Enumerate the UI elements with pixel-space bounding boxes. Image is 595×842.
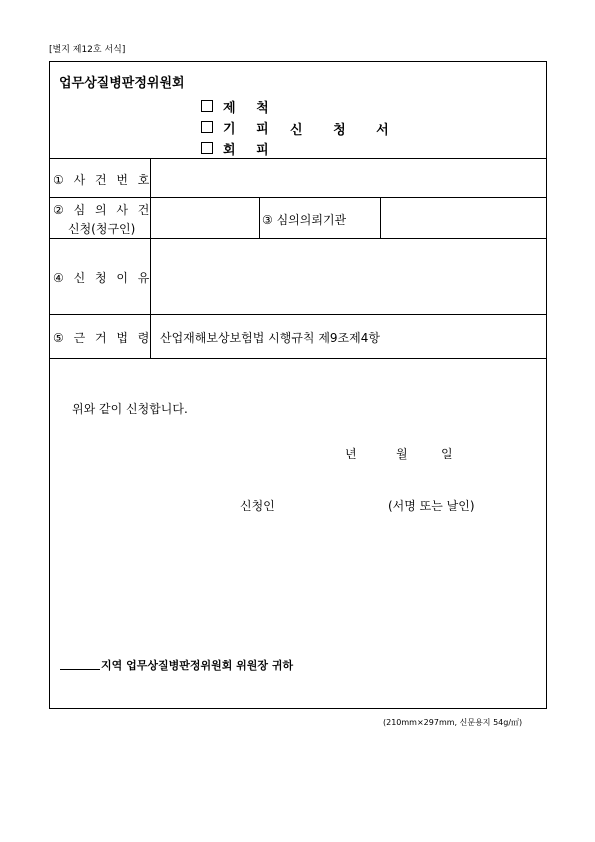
checkbox-icon[interactable]	[201, 100, 213, 112]
form-title-section	[50, 62, 546, 159]
option-exclusion[interactable]	[201, 98, 277, 114]
signature-note: (서명 또는 날인)	[388, 499, 475, 513]
applicant-signature-label: 신청인	[240, 499, 275, 513]
case-number-header	[50, 159, 151, 197]
applicant-row	[50, 198, 546, 239]
basis-header	[50, 315, 151, 358]
statement-text: 위와 같이 신청합니다.	[72, 402, 188, 416]
basis-label: ⑤ 근 거 법 령	[53, 331, 153, 345]
case-number-label: ① 사 건 번 호	[53, 173, 153, 187]
applicant-header	[50, 198, 151, 238]
applicant-label-line2: 신청(청구인)	[68, 222, 136, 236]
basis-value: 산업재해보상보험법 시행규칙 제9조제4항	[160, 331, 380, 345]
option-challenge[interactable]	[201, 119, 277, 135]
requesting-agency-field[interactable]	[381, 198, 546, 238]
requesting-agency-label: ③ 심의의뢰기관	[262, 213, 347, 227]
reason-row	[50, 239, 546, 315]
region-blank-line[interactable]	[60, 669, 100, 670]
paper-spec: (210mm×297mm, 신문용지 54g/㎡)	[383, 718, 523, 727]
basis-field	[151, 315, 546, 358]
form-number-label: [별지 제12호 서식]	[49, 45, 126, 55]
option-recusal-label: 회 피	[223, 142, 277, 158]
checkbox-icon[interactable]	[201, 121, 213, 133]
option-recusal[interactable]	[201, 140, 277, 156]
application-form	[49, 61, 547, 709]
reason-label: ④ 신 청 이 유	[53, 271, 153, 285]
addressee-text: 지역 업무상질병판정위원회 위원장 귀하	[101, 659, 294, 672]
basis-row	[50, 315, 546, 359]
option-exclusion-label: 제 척	[223, 100, 277, 116]
requesting-agency-header	[260, 198, 381, 238]
option-challenge-label: 기 피	[223, 121, 277, 137]
reason-header	[50, 239, 151, 314]
day-label: 일	[441, 447, 453, 461]
checkbox-icon[interactable]	[201, 142, 213, 154]
year-label: 년	[345, 447, 357, 461]
document-title: 신 청 서	[290, 123, 402, 138]
committee-name: 업무상질병판정위원회	[59, 76, 185, 91]
month-label: 월	[396, 447, 408, 461]
reason-field[interactable]	[151, 239, 546, 314]
case-number-row	[50, 159, 546, 198]
case-number-field[interactable]	[151, 159, 546, 197]
applicant-label-line1: ② 심 의 사 건	[53, 203, 153, 217]
applicant-field[interactable]	[151, 198, 260, 238]
